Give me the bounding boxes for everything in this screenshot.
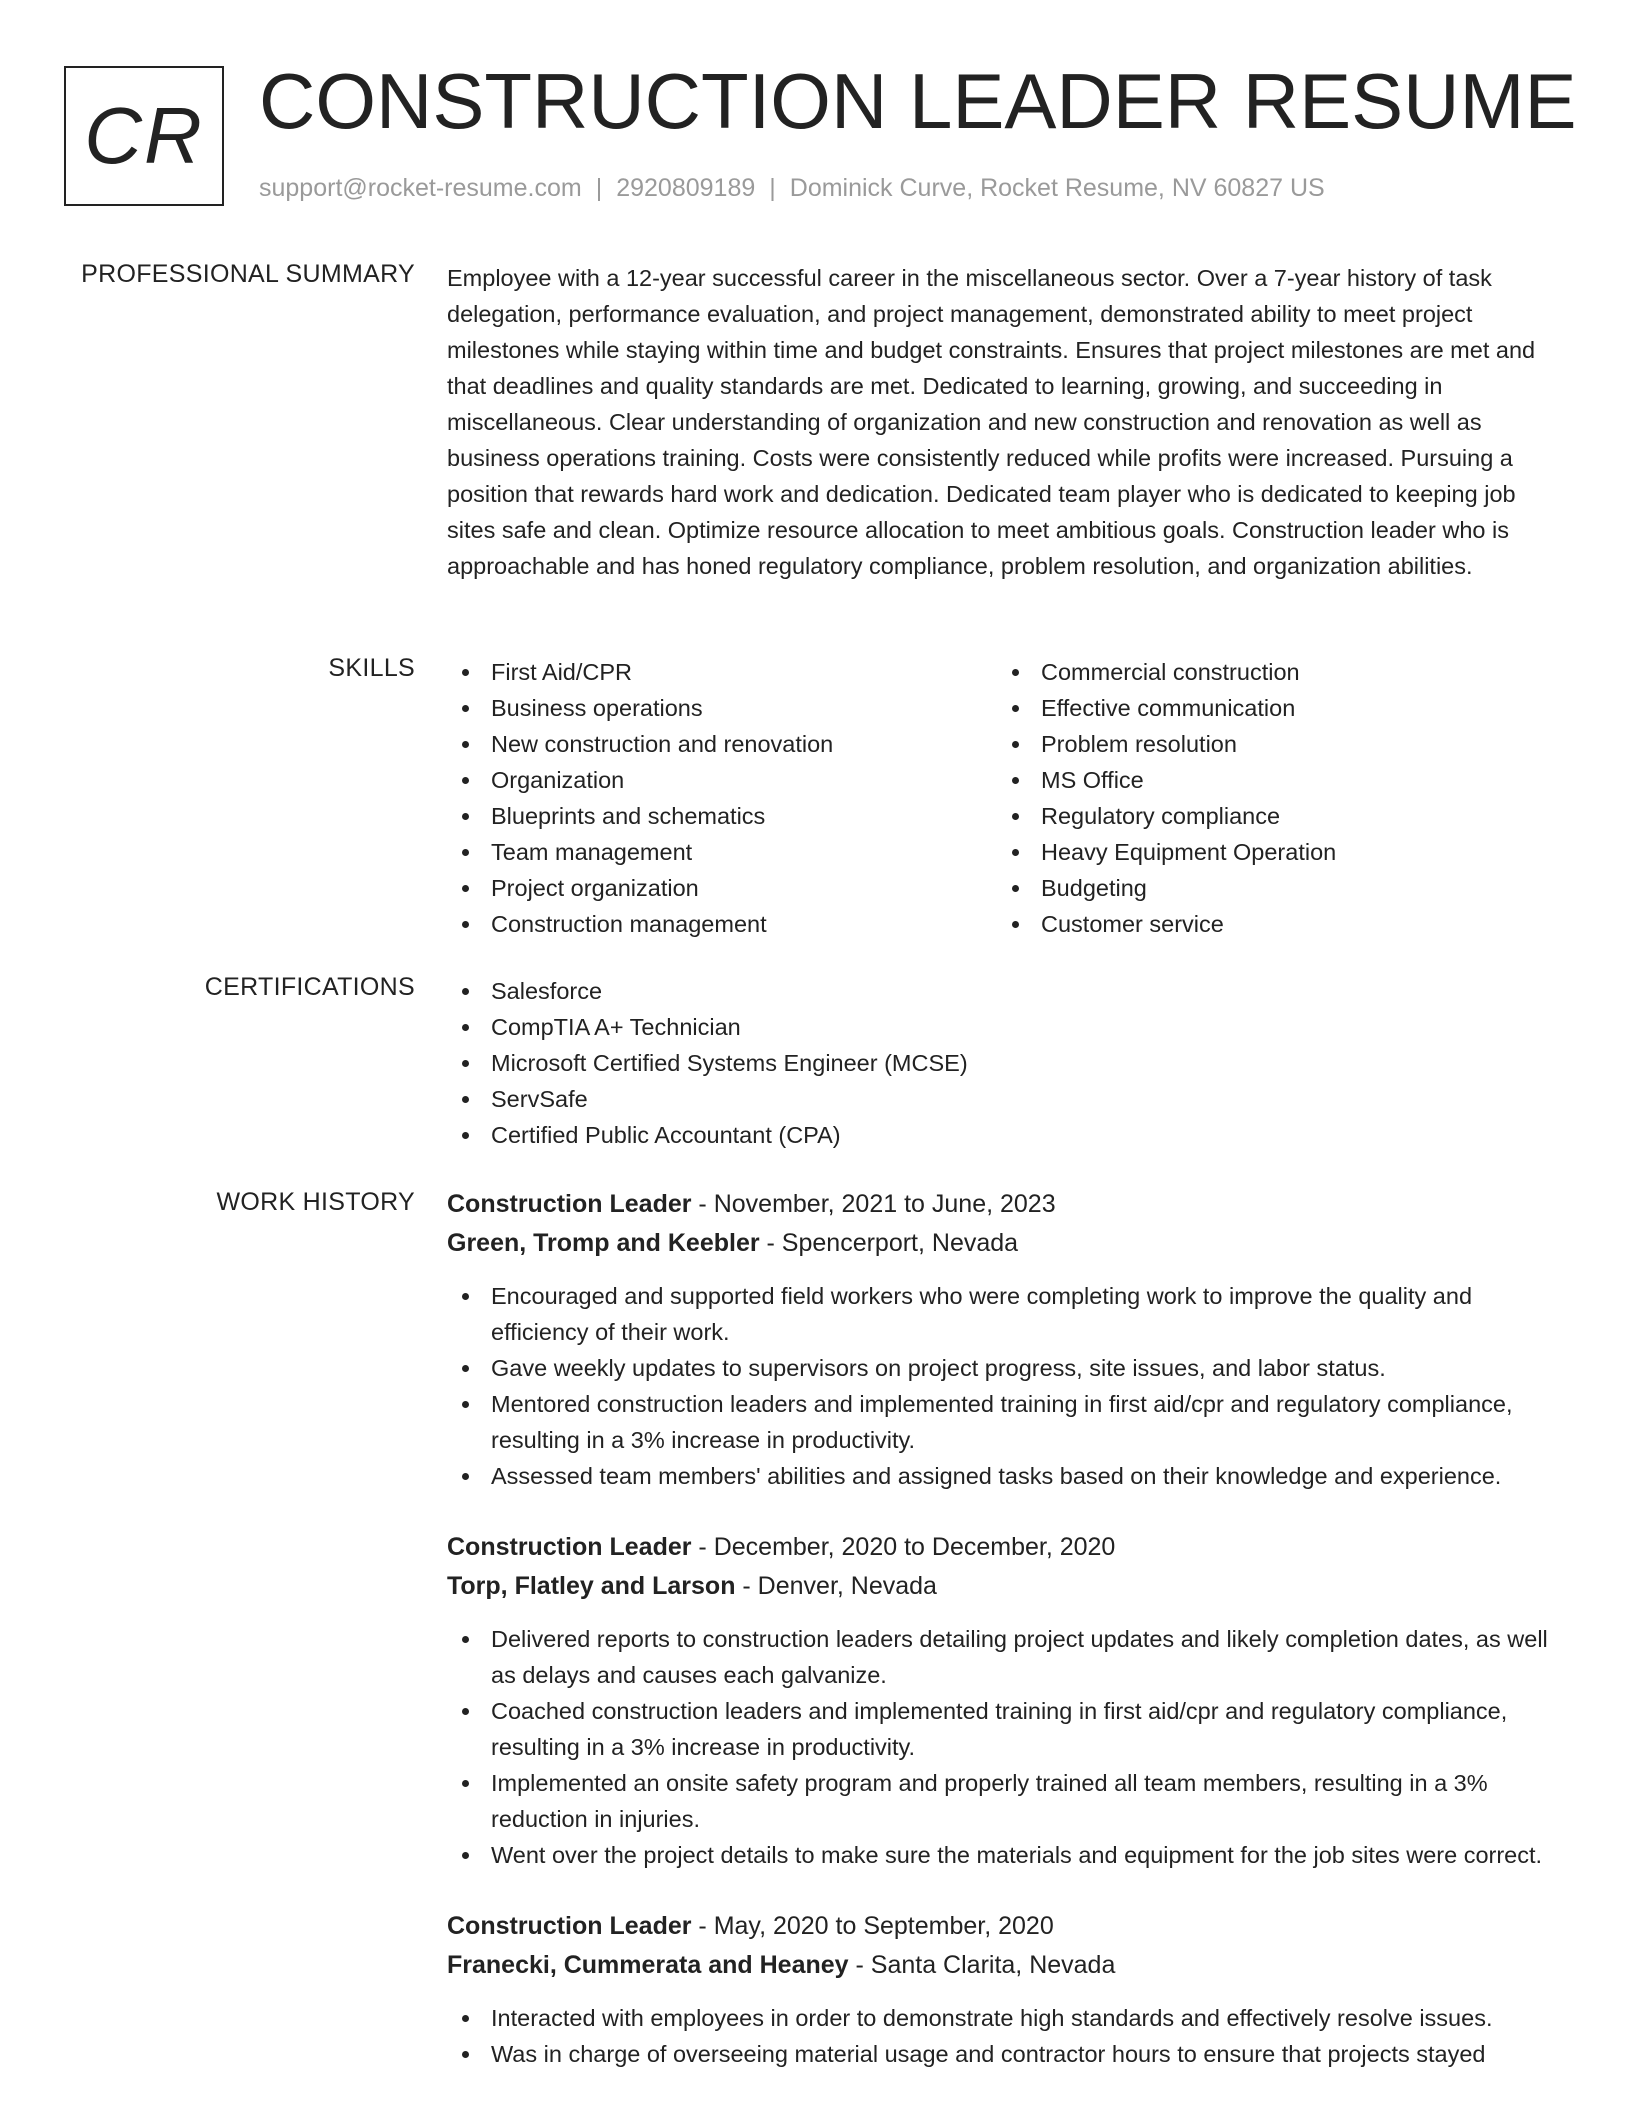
list-item: Heavy Equipment Operation bbox=[997, 834, 1547, 870]
list-item: MS Office bbox=[997, 762, 1547, 798]
list-item: ServSafe bbox=[447, 1081, 1567, 1117]
job-title: Construction Leader bbox=[447, 1912, 692, 1940]
monogram-logo: CR bbox=[64, 66, 224, 206]
skills-body bbox=[447, 654, 1567, 942]
list-item: Regulatory compliance bbox=[997, 798, 1547, 834]
certifications-label: CERTIFICATIONS bbox=[204, 973, 415, 1001]
list-item: Project organization bbox=[447, 870, 997, 906]
list-item: Interacted with employees in order to demonstrate high standards and effectively resolve issues. bbox=[447, 2000, 1567, 2036]
job-dates: - November, 2021 to June, 2023 bbox=[691, 1190, 1056, 1218]
list-item: CompTIA A+ Technician bbox=[447, 1009, 1567, 1045]
job-title: Construction Leader bbox=[447, 1190, 692, 1218]
job-title: Construction Leader bbox=[447, 1533, 692, 1561]
job-entry bbox=[447, 1185, 1567, 1494]
list-item: Gave weekly updates to supervisors on project progress, site issues, and labor status. bbox=[447, 1350, 1567, 1386]
list-item: Delivered reports to construction leaders detailing project updates and likely completion dates, as well as delays and causes each galvanize. bbox=[447, 1621, 1567, 1693]
certifications-list bbox=[447, 973, 1567, 1153]
job-company-line bbox=[447, 1224, 1567, 1263]
job-bullets bbox=[447, 1621, 1567, 1873]
job-bullets bbox=[447, 2000, 1567, 2072]
skills-column-left bbox=[447, 654, 997, 942]
job-company: Green, Tromp and Keebler bbox=[447, 1229, 760, 1257]
list-item: Microsoft Certified Systems Engineer (MCSE) bbox=[447, 1045, 1567, 1081]
list-item: Business operations bbox=[447, 690, 997, 726]
list-item: Team management bbox=[447, 834, 997, 870]
list-item: Blueprints and schematics bbox=[447, 798, 997, 834]
job-title-line bbox=[447, 1185, 1567, 1224]
job-entry bbox=[447, 1528, 1567, 1873]
job-title-line bbox=[447, 1528, 1567, 1567]
job-company: Torp, Flatley and Larson bbox=[447, 1572, 736, 1600]
list-item: Implemented an onsite safety program and properly trained all team members, resulting in a 3% reduction in injuries. bbox=[447, 1765, 1567, 1837]
list-item: Salesforce bbox=[447, 973, 1567, 1009]
list-item: Went over the project details to make sure the materials and equipment for the job sites were correct. bbox=[447, 1837, 1567, 1873]
contact-separator: | bbox=[595, 174, 603, 202]
summary-body bbox=[447, 260, 1567, 584]
contact-line bbox=[259, 174, 1325, 203]
job-company: Franecki, Cummerata and Heaney bbox=[447, 1951, 849, 1979]
list-item: Mentored construction leaders and implemented training in first aid/cpr and regulatory compliance, resulting in a 3% increase in productivity. bbox=[447, 1386, 1567, 1458]
list-item: Problem resolution bbox=[997, 726, 1547, 762]
contact-email: support@rocket-resume.com bbox=[259, 174, 582, 202]
contact-address: Dominick Curve, Rocket Resume, NV 60827 US bbox=[789, 174, 1325, 202]
work-history-body bbox=[447, 1185, 1567, 2106]
contact-separator: | bbox=[769, 174, 776, 202]
skills-grid bbox=[447, 654, 1567, 942]
job-company-line bbox=[447, 1567, 1567, 1606]
summary-label: PROFESSIONAL SUMMARY bbox=[81, 260, 415, 288]
job-location: - Spencerport, Nevada bbox=[759, 1229, 1019, 1257]
list-item: Organization bbox=[447, 762, 997, 798]
job-bullets bbox=[447, 1278, 1567, 1494]
job-location: - Santa Clarita, Nevada bbox=[848, 1951, 1116, 1979]
job-dates: - May, 2020 to September, 2020 bbox=[691, 1912, 1054, 1940]
list-item: Effective communication bbox=[997, 690, 1547, 726]
work-history-label: WORK HISTORY bbox=[216, 1188, 415, 1216]
list-item: Budgeting bbox=[997, 870, 1547, 906]
resume-title: CONSTRUCTION LEADER RESUME bbox=[259, 57, 1577, 145]
skills-label: SKILLS bbox=[328, 654, 415, 682]
job-company-line bbox=[447, 1946, 1567, 1985]
job-entry bbox=[447, 1907, 1567, 2072]
skills-column-right bbox=[997, 654, 1547, 942]
list-item: Coached construction leaders and implemented training in first aid/cpr and regulatory compliance, resulting in a 3% increase in productivity. bbox=[447, 1693, 1567, 1765]
list-item: Certified Public Accountant (CPA) bbox=[447, 1117, 1567, 1153]
list-item: Was in charge of overseeing material usage and contractor hours to ensure that projects stayed bbox=[447, 2036, 1567, 2072]
job-location: - Denver, Nevada bbox=[735, 1572, 937, 1600]
certifications-body bbox=[447, 973, 1567, 1153]
summary-text: Employee with a 12-year successful career in the miscellaneous sector. Over a 7-year history of task delegation, performance evaluation, and project management, demonstrated ability to meet project milestones while staying within time and budget constraints. Ensures that project milestones are met and that deadlines and quality standards are met. Dedicated to learning, growing, and succeeding in miscellaneous. Clear understanding of organization and new construction and renovation as well as business operations training. Costs were consistently reduced while profits were increased. Pursuing a position that rewards hard work and dedication. Dedicated team player who is dedicated to keeping job sites safe and clean. Optimize resource allocation to meet ambitious goals. Construction leader who is approachable and has honed regulatory compliance, problem resolution, and organization abilities. bbox=[447, 265, 1536, 579]
job-dates: - December, 2020 to December, 2020 bbox=[691, 1533, 1116, 1561]
list-item: New construction and renovation bbox=[447, 726, 997, 762]
contact-phone: 2920809189 bbox=[616, 174, 756, 202]
job-title-line bbox=[447, 1907, 1567, 1946]
list-item: Commercial construction bbox=[997, 654, 1547, 690]
list-item: Customer service bbox=[997, 906, 1547, 942]
list-item: Assessed team members' abilities and assigned tasks based on their knowledge and experience. bbox=[447, 1458, 1567, 1494]
list-item: First Aid/CPR bbox=[447, 654, 997, 690]
list-item: Encouraged and supported field workers who were completing work to improve the quality and efficiency of their work. bbox=[447, 1278, 1567, 1350]
list-item: Construction management bbox=[447, 906, 997, 942]
